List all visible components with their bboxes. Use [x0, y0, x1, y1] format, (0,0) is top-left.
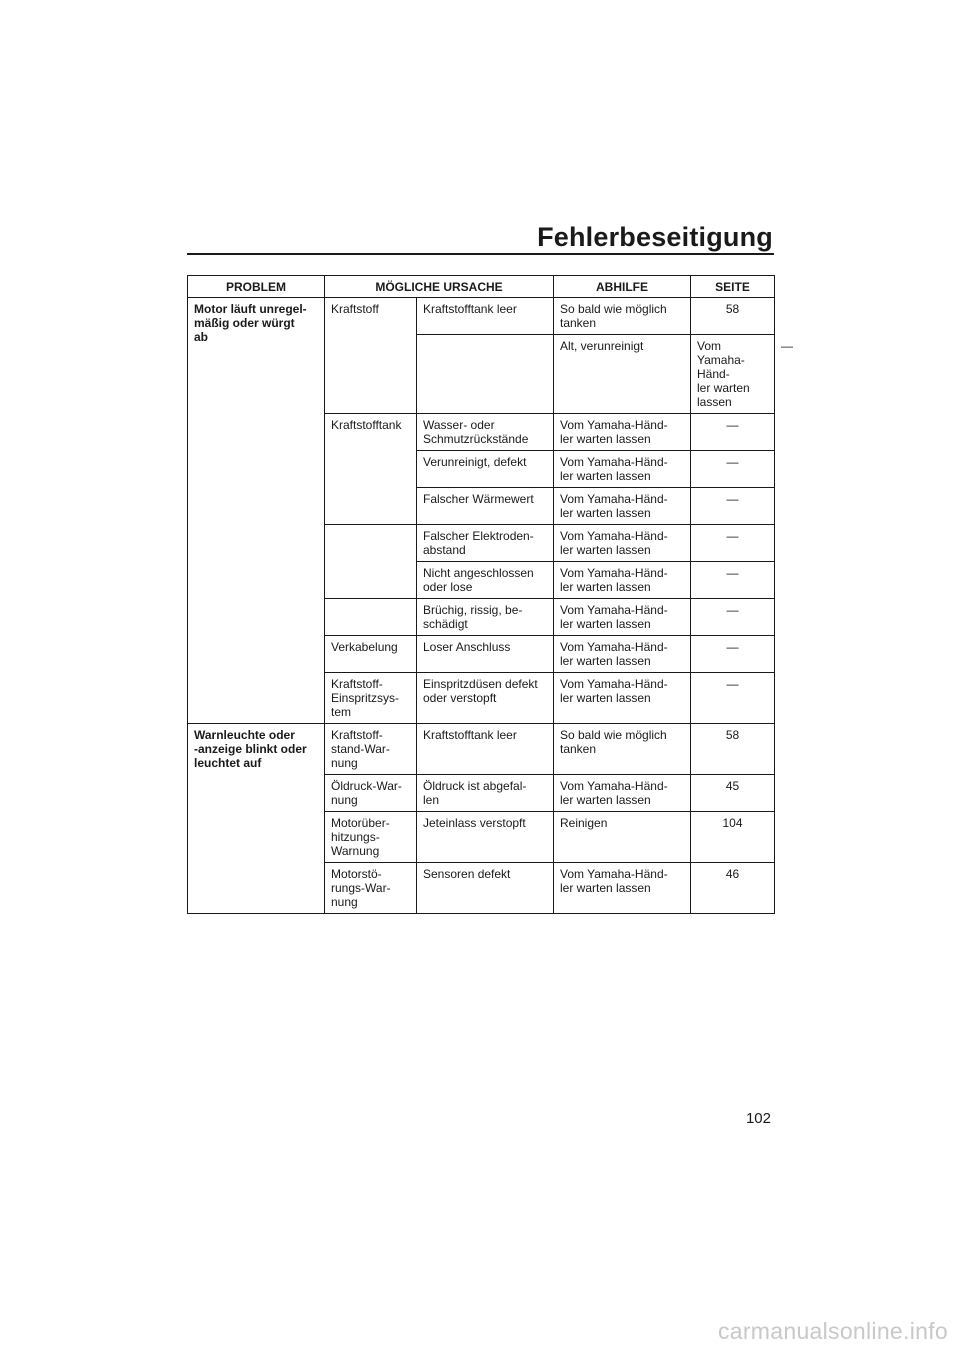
page-cell: — [691, 414, 775, 451]
cause-category-cell: Kraftstofftank [325, 414, 417, 525]
cause-detail-cell: Wasser- oder Schmutzrückstände [417, 414, 554, 451]
page-cell: — [691, 525, 775, 562]
page-cell: 58 [691, 298, 775, 335]
page-cell: — [691, 562, 775, 599]
page-cell: 45 [691, 775, 775, 812]
cause-detail-cell: Öldruck ist abgefal- len [417, 775, 554, 812]
title-divider [187, 253, 774, 255]
cause-category-cell: Motorüber- hitzungs- Warnung [325, 812, 417, 863]
cause-detail-cell: Kraftstofftank leer [417, 298, 554, 335]
page-cell: — [691, 636, 775, 673]
column-header-cause: MÖGLICHE URSACHE [325, 276, 554, 298]
cause-category-cell [325, 599, 417, 636]
remedy-cell: Vom Yamaha-Händ- ler warten lassen [554, 488, 691, 525]
column-header-page: SEITE [691, 276, 775, 298]
cause-detail-cell: Loser Anschluss [417, 636, 554, 673]
cause-category-cell: Kraftstoff- stand-War- nung [325, 724, 417, 775]
remedy-cell: Vom Yamaha-Händ- ler warten lassen [554, 525, 691, 562]
cause-detail-cell: Falscher Elektroden- abstand [417, 525, 554, 562]
remedy-cell: Vom Yamaha-Händ- ler warten lassen [554, 775, 691, 812]
cause-detail-cell: Falscher Wärmewert [417, 488, 554, 525]
table-row: Alt, verunreinigt Vom Yamaha-Händ- ler warten lassen — [188, 335, 775, 414]
cause-category-cell [325, 525, 417, 599]
remedy-cell: Vom Yamaha-Händ- ler warten lassen [554, 599, 691, 636]
cause-detail-cell: Einspritzdüsen defekt oder verstopft [417, 673, 554, 724]
page-cell: — [691, 488, 775, 525]
cause-category-cell: Kraftstoff- Einspritzsys- tem [325, 673, 417, 724]
page-number: 102 [745, 1110, 771, 1127]
page-cell: — [691, 673, 775, 724]
remedy-cell: Reinigen [554, 812, 691, 863]
remedy-cell: So bald wie möglich tanken [554, 724, 691, 775]
table-row [188, 298, 775, 335]
page-cell: 46 [691, 863, 775, 914]
column-header-problem: PROBLEM [188, 276, 325, 298]
cause-detail-cell: Brüchig, rissig, be- schädigt [417, 599, 554, 636]
remedy-cell: Vom Yamaha-Händ- ler warten lassen [554, 636, 691, 673]
cause-category-cell [417, 335, 554, 414]
page-cell: 58 [691, 724, 775, 775]
problem-cell: Warnleuchte oder -anzeige blinkt oder leuchtet auf [188, 724, 325, 914]
cause-detail-cell: Sensoren defekt [417, 863, 554, 914]
cause-category-cell: Öldruck-War- nung [325, 775, 417, 812]
remedy-cell: Vom Yamaha-Händ- ler warten lassen [554, 562, 691, 599]
page-cell: — [691, 451, 775, 488]
column-header-remedy: ABHILFE [554, 276, 691, 298]
troubleshooting-table [187, 275, 793, 914]
table-body [188, 298, 793, 914]
page-cell: 104 [691, 812, 775, 863]
remedy-cell: Vom Yamaha-Händ- ler warten lassen [554, 414, 691, 451]
remedy-cell: Vom Yamaha-Händ- ler warten lassen [691, 335, 775, 414]
remedy-cell: So bald wie möglich tanken [554, 298, 691, 335]
table-row [188, 724, 775, 775]
cause-detail-cell: Alt, verunreinigt [554, 335, 691, 414]
cause-category-cell: Verkabelung [325, 636, 417, 673]
cause-detail-cell: Jeteinlass verstopft [417, 812, 554, 863]
watermark: carmanualsonline.info [717, 1318, 948, 1344]
page-title: Fehlerbeseitigung [537, 222, 773, 252]
page-cell: — [691, 599, 775, 636]
table-header-row [188, 276, 775, 298]
problem-cell: Motor läuft unregel- mäßig oder würgt ab [188, 298, 325, 724]
cause-detail-cell: Nicht angeschlossen oder lose [417, 562, 554, 599]
cause-detail-cell: Verunreinigt, defekt [417, 451, 554, 488]
remedy-cell: Vom Yamaha-Händ- ler warten lassen [554, 673, 691, 724]
cause-category-cell: Kraftstoff [325, 298, 417, 414]
cause-detail-cell: Kraftstofftank leer [417, 724, 554, 775]
remedy-cell: Vom Yamaha-Händ- ler warten lassen [554, 451, 691, 488]
cause-category-cell: Motorstö- rungs-War- nung [325, 863, 417, 914]
remedy-cell: Vom Yamaha-Händ- ler warten lassen [554, 863, 691, 914]
